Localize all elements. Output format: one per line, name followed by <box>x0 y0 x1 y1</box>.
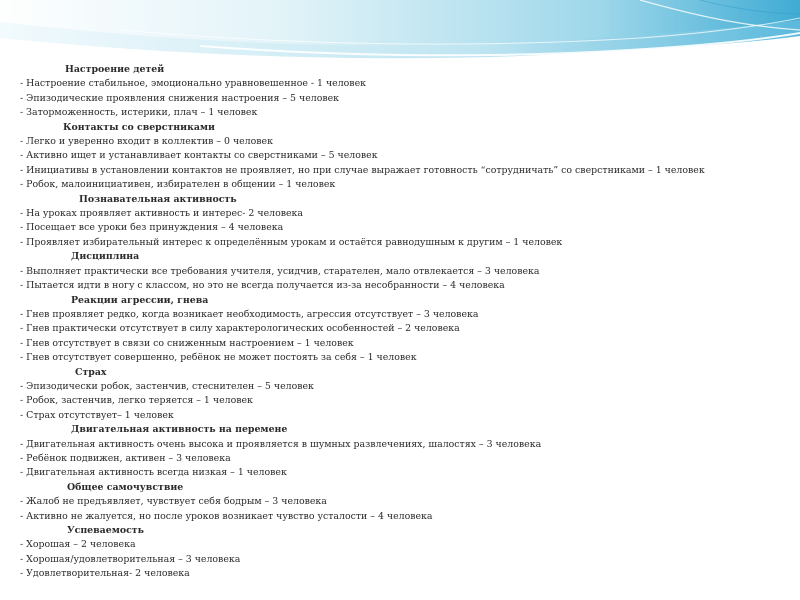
section-item: - Проявляет избирательный интерес к определённым урокам и остаётся равнодушным к другим – 1 человек <box>20 236 563 248</box>
section-item: - Гнев проявляет редко, когда возникает необходимость, агрессия отсутствует – 3 человека <box>20 308 479 320</box>
wave-graphic <box>0 0 800 62</box>
report-document <box>20 63 795 582</box>
section-item: - Инициативы в установлении контактов не проявляет, но при случае выражает готовность “сотрудничать” со сверстниками – 1 человек <box>20 164 705 176</box>
section-item: - На уроках проявляет активность и интерес- 2 человека <box>20 208 303 220</box>
section-item: - Жалоб не предъявляет, чувствует себя бодрым – 3 человека <box>20 496 327 508</box>
section-item: - Хорошая – 2 человека <box>20 539 136 551</box>
section-heading: Двигательная активность на перемене <box>71 424 288 436</box>
section-item: - Эпизодически робок, застенчив, стеснителен – 5 человек <box>20 380 314 392</box>
section-item: - Двигательная активность очень высока и проявляется в шумных развлечениях, шалостях – 3 человека <box>20 438 542 450</box>
section-heading: Реакции агрессии, гнева <box>71 294 209 306</box>
section-item: - Активно ищет и устанавливает контакты со сверстниками – 5 человек <box>20 150 378 162</box>
section-item: - Робок, застенчив, легко теряется – 1 человек <box>20 395 253 407</box>
section-item: - Настроение стабильное, эмоционально уравновешенное - 1 человек <box>20 78 366 90</box>
section-item: - Удовлетворительная- 2 человека <box>20 568 190 580</box>
section-item: - Гнев отсутствует совершенно, ребёнок не может постоять за себя – 1 человек <box>20 352 417 364</box>
section-heading: Настроение детей <box>65 64 165 75</box>
section-item: - Посещает все уроки без принуждения – 4 человека <box>20 222 284 234</box>
section-item: - Страх отсутствует– 1 человек <box>20 409 174 421</box>
section-item: - Выполняет практически все требования учителя, усидчив, старателен, мало отвлекается – 3 человека <box>20 265 540 277</box>
section-item: - Гнев отсутствует в связи со сниженным настроением – 1 человек <box>20 337 354 349</box>
section-heading: Общее самочувствие <box>67 481 184 493</box>
section-item: - Легко и уверенно входит в коллектив – 0 человек <box>20 136 273 148</box>
header-wave-decoration <box>0 0 800 62</box>
section-heading: Дисциплина <box>71 251 140 263</box>
section-item: - Активно не жалуется, но после уроков возникает чувство усталости – 4 человека <box>20 510 433 522</box>
section-item: - Двигательная активность всегда низкая – 1 человек <box>20 467 287 479</box>
section-heading: Познавательная активность <box>79 193 237 205</box>
section-item: - Заторможенность, истерики, плач – 1 человек <box>20 107 258 119</box>
section-item: - Хорошая/удовлетворительная – 3 человека <box>20 553 241 565</box>
section-item: - Эпизодические проявления снижения настроения – 5 человек <box>20 92 340 104</box>
section-heading: Контакты со сверстниками <box>63 121 216 133</box>
section-heading: Успеваемость <box>67 525 144 536</box>
section-item: - Гнев практически отсутствует в силу характерологических особенностей – 2 человека <box>20 323 460 335</box>
section-item: - Пытается идти в ногу с классом, но это не всегда получается из-за несобранности – 4 человека <box>20 280 505 292</box>
section-item: - Робок, малоинициативен, избирателен в общении – 1 человек <box>20 179 336 191</box>
section-heading: Страх <box>75 366 107 378</box>
section-item: - Ребёнок подвижен, активен – 3 человека <box>20 452 231 464</box>
